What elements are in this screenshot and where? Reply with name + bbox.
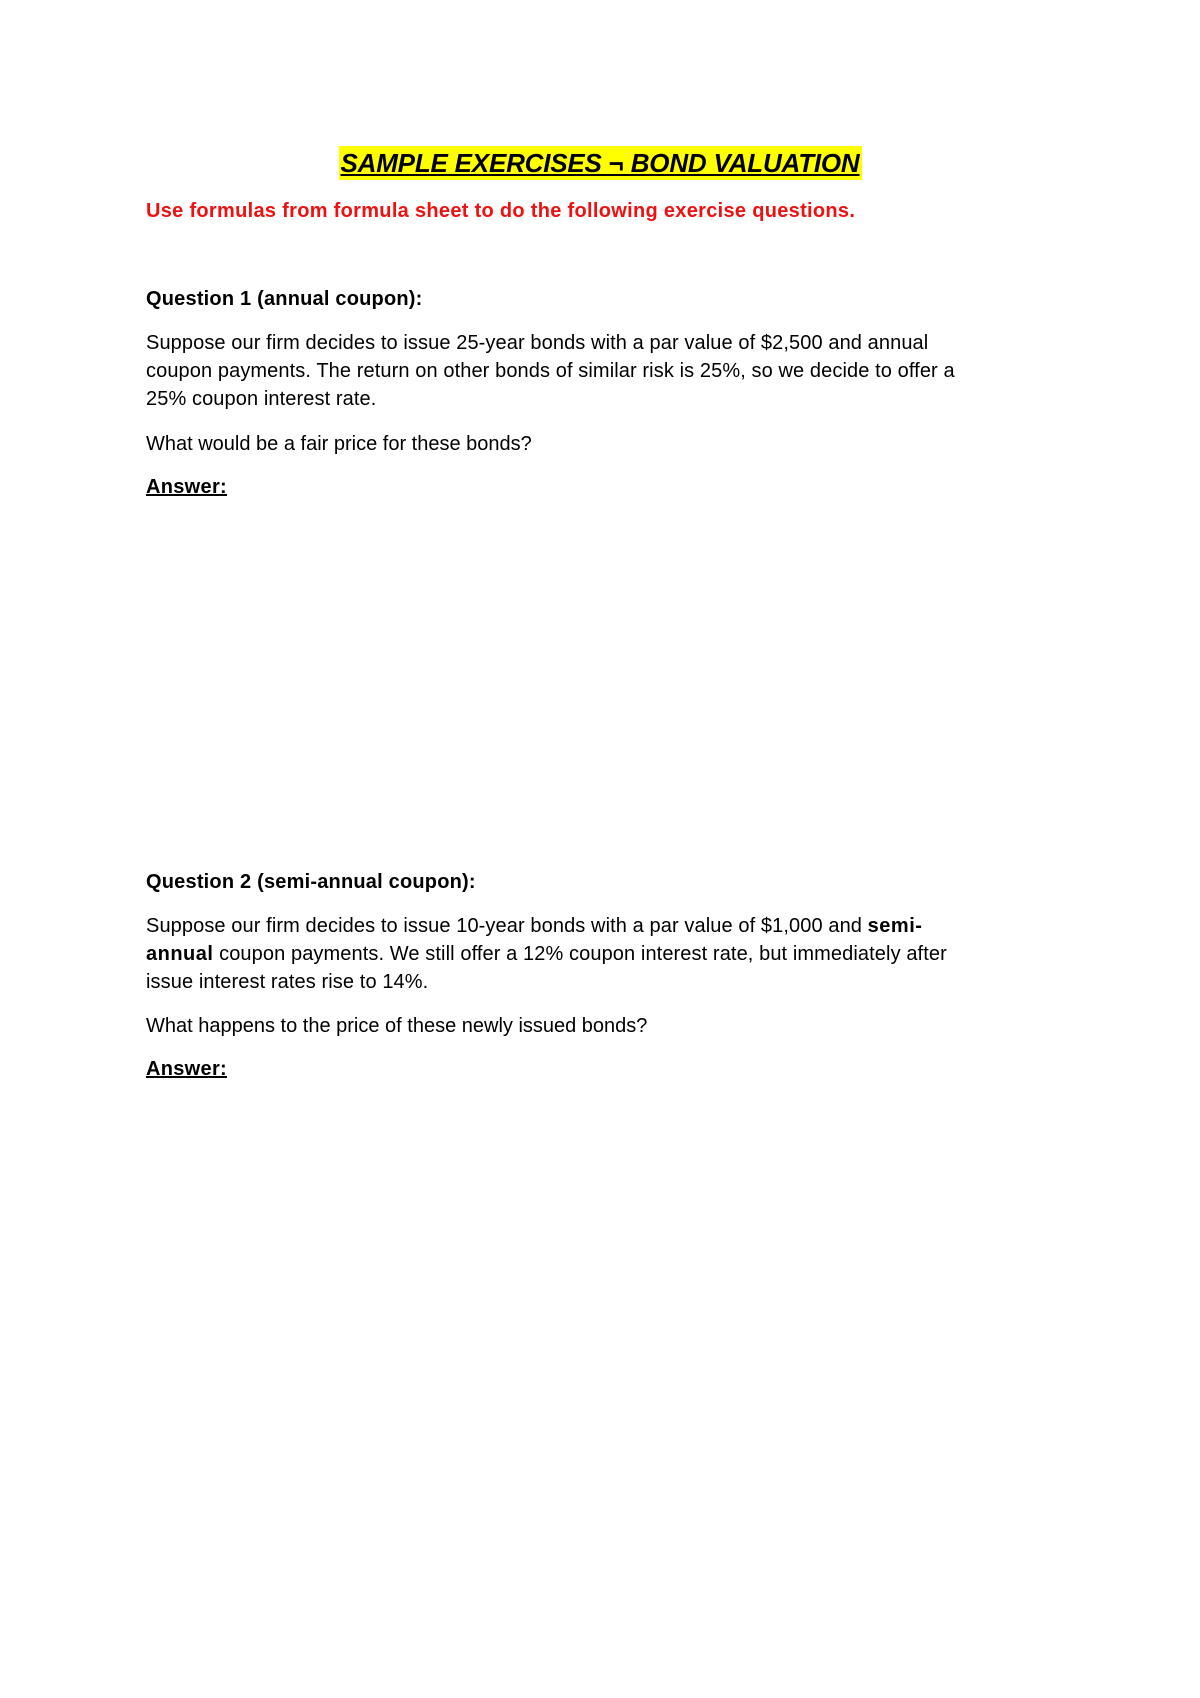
question-2-body-line-3: issue interest rates rise to 14%. [146, 971, 429, 993]
instruction-text: Use formulas from formula sheet to do the following exercise questions. [146, 200, 856, 222]
question-1-prompt: What would be a fair price for these bonds? [146, 433, 532, 455]
question-1-body [146, 329, 1046, 413]
question-1-body-line-2: coupon payments. The return on other bonds of similar risk is 25%, so we decide to offer a [146, 360, 955, 382]
question-1-heading: Question 1 (annual coupon): [146, 288, 423, 310]
question-2-semi-emphasis: semi- [867, 915, 923, 937]
question-2-heading: Question 2 (semi-annual coupon): [146, 871, 476, 893]
question-2-answer-label: Answer: [146, 1058, 228, 1080]
question-1-body-line-1: Suppose our firm decides to issue 25-year bonds with a par value of $2,500 and annual [146, 332, 929, 354]
document-title: SAMPLE EXERCISES ¬ BOND VALUATION [340, 148, 860, 178]
question-1-answer-label: Answer: [146, 476, 228, 498]
question-2-body-line-1 [146, 912, 1046, 940]
question-2-annual-emphasis: annual [146, 943, 214, 965]
question-2-body-line-2-text: coupon payments. We still offer a 12% coupon interest rate, but immediately after [213, 943, 947, 965]
question-1-body-line-3: 25% coupon interest rate. [146, 388, 377, 410]
question-2-body-line-2 [146, 940, 1046, 968]
title-container [0, 146, 1200, 180]
question-2-body [146, 912, 1046, 996]
question-2-prompt: What happens to the price of these newly issued bonds? [146, 1015, 648, 1037]
question-2-body-line-1-text: Suppose our firm decides to issue 10-year bonds with a par value of $1,000 and [146, 915, 868, 937]
